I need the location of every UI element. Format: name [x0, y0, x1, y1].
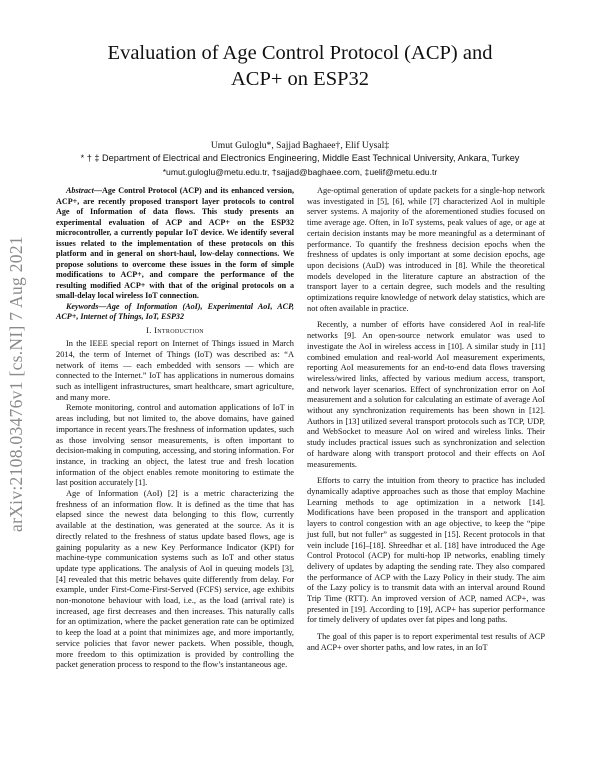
body-paragraph: The goal of this paper is to report experimental test results of ACP and ACP+ over shorter paths, and low rates, in an IoT — [307, 632, 545, 652]
body-paragraph: In the IEEE special report on Internet of Things issued in March 2014, the term of Internet of Things (IoT) was described as: “A network of items — each embedded with sensors — which are connected to the Internet.” IoT has applications in numerous domains such as intelligent infrastructures, smart healthcare, smart agriculture, and many more. — [56, 339, 294, 402]
title-line-2: ACP+ on ESP32 — [230, 68, 369, 90]
section-number: I. — [146, 324, 152, 335]
author-list: Umut Guloglu*, Sajjad Baghaee†, Elif Uysal‡ — [210, 140, 390, 151]
body-paragraph: Remote monitoring, control and automation applications of IoT in areas including, but not limited to, the above domains, have gained importance in recent years.The freshness of information updates, such as those involving sensor measurements, is often important to decision-making in computing, accessing, and storing information. For instance, in tracking an object, the latest true and fresh location information of the object enables remote monitoring to estimate the last position accurately [1]. — [56, 403, 294, 488]
title-line-1: Evaluation of Age Control Protocol (ACP) and — [107, 42, 493, 64]
body-paragraph: Efforts to carry the intuition from theory to practice has included dynamically adaptive approaches such as those that employ Machine Learning methods to age optimization in a network [14]. Modifications have been proposed in the transport and application layers to control congestion with an age objective, to keep the “pipe just full, but not fuller” as suggested in [15]. Recent protocols in that vein include [16]–[18]. Shreedhar et al. [18] have introduced the Age Control Protocol (ACP) for multi-hop IP networks, enabling timely delivery of updates by adapting the sending rate. They also compared the performance of ACP with the Lazy Policy in their study. The aim of the Lazy policy is to transmit data with an interval around Round Trip Time (RTT). An improved version of ACP, named ACP+, was presented in [19]. According to [19], ACP+ has superior performance for timely delivery of updates over fat pipes and long paths. — [307, 476, 545, 625]
abstract — [56, 186, 294, 302]
right-column — [307, 186, 545, 654]
body-paragraph: Age-optimal generation of update packets for a single-hop network was investigated in [5], [6], while [7] characterized AoI in multiple server systems. A majority of the aforementioned studies focused on time average age. Often, in IoT systems, peak values of age, or age at certain decision instants may be more meaningful as a determinant of performance. To quantify the freshness decision epochs when the freshness of updates is only important at some decision epochs, age upon decisions (AuD) was introduced in [8]. While the theoretical models developed in the literature capture an abstraction of the transport layer to a certain degree, such models and the resulting optimizations require knowledge of network delay statistics, which are not often available in practice. — [307, 186, 545, 313]
abstract-label: Abstract — [66, 186, 94, 195]
keywords: Keywords—Age of Information (AoI), Experimental AoI, ACP, ACP+, Internet of Things, IoT, ESP32 — [56, 301, 294, 321]
paper-title — [50, 40, 550, 92]
body-paragraph: Recently, a number of efforts have considered AoI in real-life networks [9]. An open-source network emulator was used to investigate the AoI in wireless access in [10]. A similar study in [11] combined emulation and real-world AoI measurement experiments, reporting AoI measurements for an end-to-end data flows traversing wireless/wired links, affected by various medium access, transport, and network layer scenarios. Effect of synchronization error on AoI measurement and a solution for calculating an estimate of average AoI without any synchronization requirements has been shown in [12]. Authors in [13] utilized several transport protocols such as TCP, UDP, and WebSocket to measure AoI on wired and wireless links. Their study includes practical issues such as synchronization and selection of hardware along with transport protocol and their effects on AoI measurements. — [307, 320, 545, 469]
left-column — [56, 186, 294, 671]
abstract-text: —Age Control Protocol (ACP) and its enhanced version, ACP+, are recently proposed transport layer protocols to control Age of Information of data flows. This study presents an experimental evaluation of ACP and ACP+ on the ESP32 microcontroller, a currently popular IoT device. We identify several issues related to the implementation of these protocols on this platform and in general on short-haul, low-delay connections. We propose solutions to overcome these issues in the form of simple modifications to ACP+, and compare the performance of the resulting modified ACP+ with that of the original protocols on a small-delay local wireless IoT connection. — [56, 186, 294, 300]
body-paragraph: Age of Information (AoI) [2] is a metric characterizing the freshness of an information flow. It is defined as the time that has elapsed since the newest data belonging to this flow, currently available at the destination, was generated at the source. As it is directly related to the freshness of status update based flows, age is gaining popularity as a new Key Performance Indicator (KPI) for machine-type communication systems such as IoT and other status update type applications. The analysis of AoI in queuing models [3], [4] revealed that this metric behaves quite differently from delay. For example, under First-Come-First-Served (FCFS) service, age exhibits non-monotone behaviour with load, i.e., as the load (arrival rate) is increased, age first decreases and then increases. This naturally calls for an optimization, where the packet generation rate can be optimized to keep the load at a point that minimizes age, and more importantly, service policies that favor newer packets. When possible, though, more freedom to this optimization is provided by controlling the packet generation process to respond to the flow’s instantaneous age. — [56, 489, 294, 670]
author-emails: *umut.guloglu@metu.edu.tr, †sajjad@baghaee.com, ‡uelif@metu.edu.tr — [162, 167, 438, 177]
arxiv-identifier: arXiv:2108.03476v1 [cs.NI] 7 Aug 2021 — [6, 236, 26, 532]
section-title: Introduction — [154, 324, 204, 335]
affiliation: * † ‡ Department of Electrical and Electronics Engineering, Middle East Technical University, Ankara, Turkey — [80, 153, 520, 163]
section-heading — [56, 325, 294, 336]
